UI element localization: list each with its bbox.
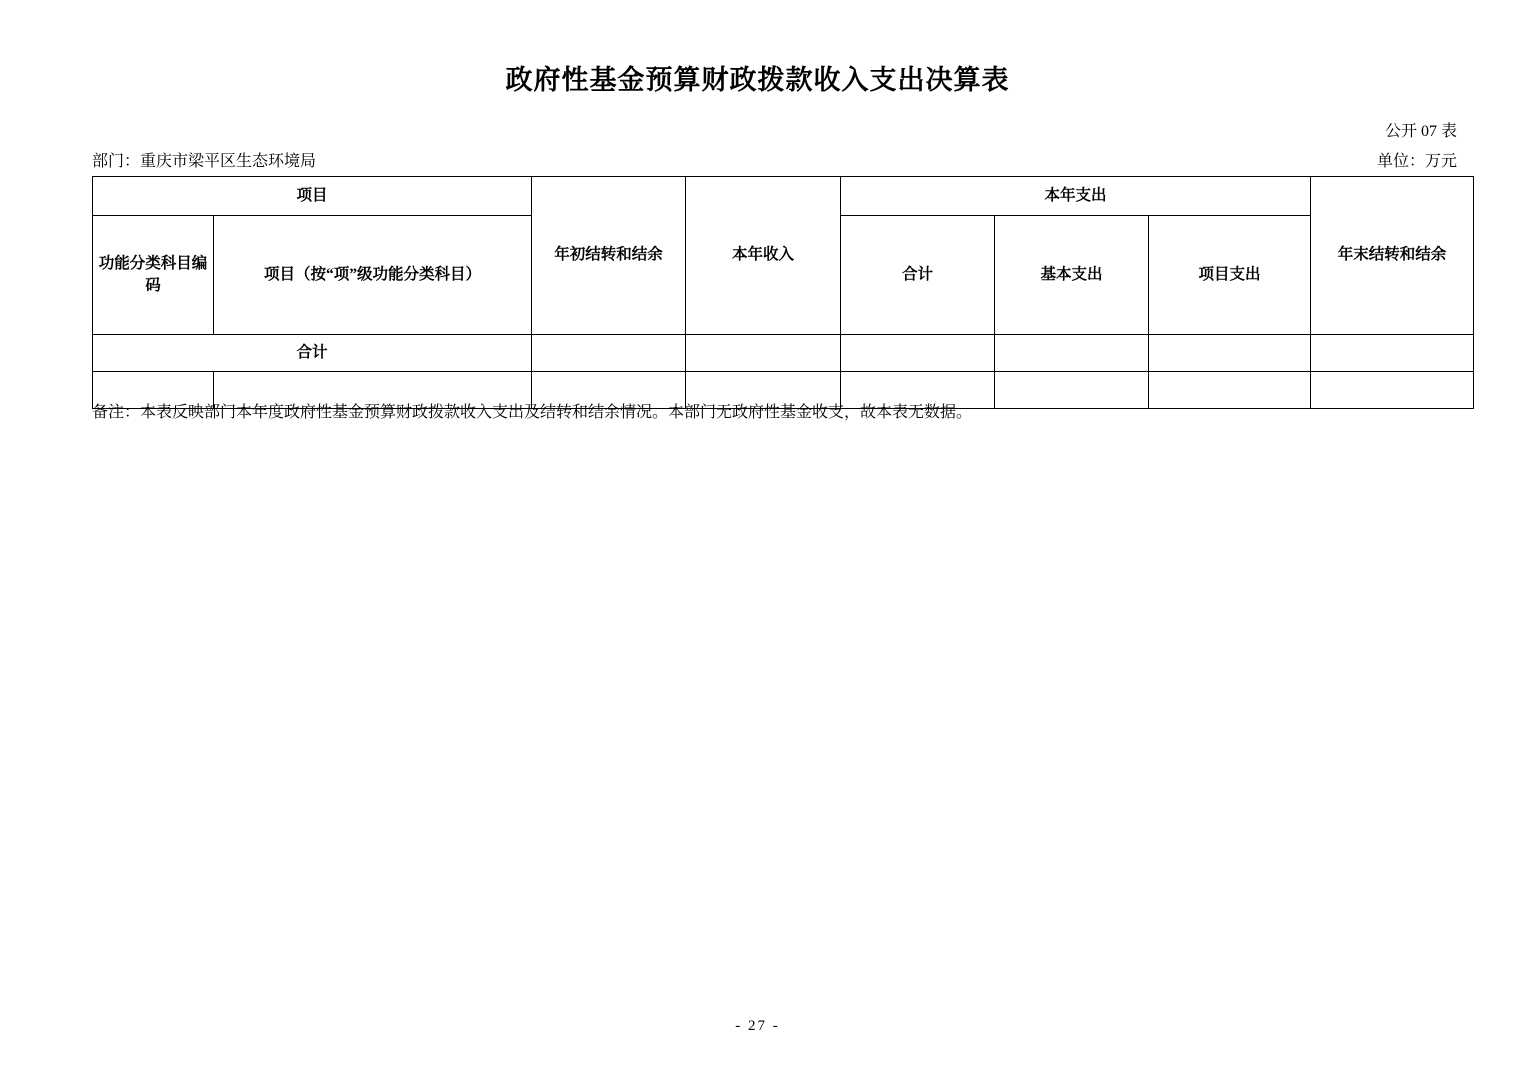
row-total-year-income <box>686 335 841 372</box>
page-number: - 27 - <box>735 1018 780 1034</box>
header-project-expense: 项目支出 <box>1149 216 1311 335</box>
row-total-project-expense <box>1149 335 1311 372</box>
header-functional-code: 功能分类科目编码 <box>93 216 214 335</box>
row-total-begin-balance <box>532 335 686 372</box>
row-blank-end-balance <box>1311 372 1474 409</box>
header-project-item: 项目（按“项”级功能分类科目） <box>214 216 532 335</box>
header-end-balance: 年末结转和结余 <box>1311 177 1474 335</box>
row-total-label: 合计 <box>93 335 532 372</box>
table-note: 备注：本表反映部门本年度政府性基金预算财政拨款收入支出及结转和结余情况。本部门无政府性基金收支，故本表无数据。 <box>92 404 973 421</box>
page-title: 政府性基金预算财政拨款收入支出决算表 <box>505 65 1010 95</box>
row-total-basic-expense <box>995 335 1149 372</box>
row-total-end-balance <box>1311 335 1474 372</box>
table-header-row-1 <box>93 177 1474 216</box>
budget-table <box>92 176 1474 409</box>
header-expense-total: 合计 <box>841 216 995 335</box>
header-basic-expense: 基本支出 <box>995 216 1149 335</box>
unit-label: 单位：万元 <box>1376 153 1457 170</box>
form-code-label: 公开 07 表 <box>1384 123 1457 140</box>
header-year-expense-group: 本年支出 <box>841 177 1311 216</box>
header-year-income: 本年收入 <box>686 177 841 335</box>
header-project-group: 项目 <box>93 177 532 216</box>
department-label: 部门：重庆市梁平区生态环境局 <box>92 153 317 170</box>
row-blank-project-expense <box>1149 372 1311 409</box>
row-blank-basic-expense <box>995 372 1149 409</box>
row-total-expense-total <box>841 335 995 372</box>
table-row <box>93 335 1474 372</box>
header-begin-balance: 年初结转和结余 <box>532 177 686 335</box>
